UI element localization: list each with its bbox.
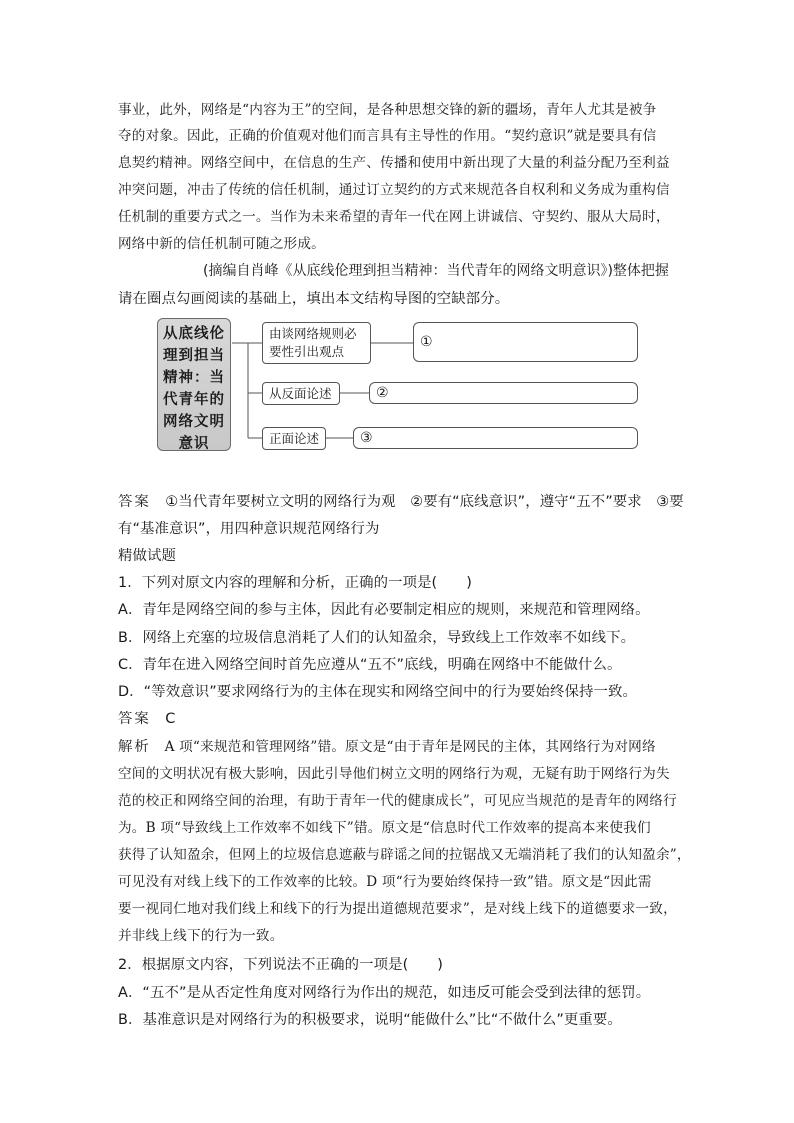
diagram-title-line: 代青年的 [163, 392, 225, 408]
analysis-text: A 项“来规范和管理网络”错。原文是“由于青年是网民的主体，其网络行为对网络 [164, 739, 656, 755]
diagram-title-line: 精神：当 [163, 370, 225, 386]
instruction-text: 请在圈点勾画阅读的基础上，填出本文结构导图的空缺部分。 [118, 291, 510, 307]
section-title: 精做试题 [118, 548, 176, 564]
analysis-line: 范的校正和网络空间的治理，有助于青年一代的健康成长”，可见应当规范的是青年的网络行 [118, 793, 677, 809]
diagram-title-line: 意识 [178, 436, 210, 452]
blank-box-3[interactable] [353, 427, 638, 449]
diagram-title-box [157, 318, 231, 451]
answer-text: ①当代青年要树立文明的网络行为观 ②要有“底线意识”，遵守“五不”要求 ③要 [165, 494, 684, 510]
diagram-title-line: 理到担当 [163, 348, 225, 364]
question-1-stem: 1．下列对原文内容的理解和分析，正确的一项是( ) [118, 575, 472, 591]
analysis-line: 并非线上线下的行为一致。 [118, 928, 284, 944]
diagram-title-line: 网络文明 [163, 414, 225, 430]
branch-label-line: 要性引出观点 [269, 344, 345, 359]
diagram-answer-line1 [118, 490, 684, 511]
analysis-line: 可见没有对线上线下的工作效率的比较。D 项“行为要始终保持一致”错。原文是“因此需 [118, 874, 652, 890]
question-1-option-c[interactable]: C．青年在进入网络空间时首先应遵从“五不”底线，明确在网络中不能做什么。 [118, 657, 622, 673]
answer-label: 答案 [118, 494, 151, 510]
passage-line: 任机制的重要方式之一。当作为未来希望的青年一代在网上讲诚信、守契约、服从大局时， [118, 209, 670, 225]
answer-label: 答案 [118, 711, 151, 727]
blank-marker: ③ [360, 430, 373, 446]
passage-line: 网络中新的信任机制可随之形成。 [118, 236, 325, 252]
question-2-option-a[interactable]: A．“五不”是从否定性角度对网络行为作出的规范，如违反可能会受到法律的惩罚。 [118, 985, 651, 1001]
analysis-line: 为。B 项“导致线上工作效率不如线下”错。原文是“信息时代工作效率的提高本来使我们 [118, 820, 651, 836]
branch-label-line: 由谈网络规则必 [269, 326, 357, 341]
branch-label-line: 从反面论述 [269, 386, 332, 401]
diagram-title-line: 从底线伦 [163, 326, 225, 342]
branch-label-line: 正面论述 [269, 431, 320, 446]
question-1-option-d[interactable]: D．“等效意识”要求网络行为的主体在现实和网络空间中的行为要始终保持一致。 [118, 684, 637, 700]
analysis-line: 空间的文明状况有极大影响，因此引导他们树立文明的网络行为观，无疑有助于网络行为失 [118, 766, 670, 782]
branch-negative-node [262, 382, 340, 405]
diagram-answer-line2: 有“基准意识”，用四种意识规范网络行为 [118, 521, 380, 537]
question-2-option-b[interactable]: B．基准意识是对网络行为的积极要求，说明“能做什么”比“不做什么”更重要。 [118, 1012, 622, 1028]
question-1-option-b[interactable]: B．网络上充塞的垃圾信息消耗了人们的认知盈余，导致线上工作效率不如线下。 [118, 630, 636, 646]
branch-intro-node [262, 322, 371, 364]
analysis-line: 获得了认知盈余，但网上的垃圾信息遮蔽与辟谣之间的拉锯战又无端消耗了我们的认知盈余”， [118, 847, 691, 863]
analysis-line: 要一视同仁地对我们线上和线下的行为提出道德规范要求”，是对线上线下的道德要求一致， [118, 901, 677, 917]
source-citation: (摘编自肖峰《从底线伦理到担当精神：当代青年的网络文明意识》)整体把握 [203, 263, 669, 279]
question-1-option-a[interactable]: A．青年是网络空间的参与主体，因此有必要制定相应的规则，来规范和管理网络。 [118, 602, 650, 618]
passage-line: 冲突问题，冲击了传统的信任机制，通过订立契约的方式来规范各自权利和义务成为重构信 [118, 182, 670, 198]
passage-line: 夺的对象。因此，正确的价值观对他们而言具有主导性的作用。“契约意识”就是要具有信 [118, 128, 657, 144]
blank-box-1[interactable] [413, 322, 638, 362]
blank-marker: ② [376, 385, 389, 401]
blank-box-2[interactable] [369, 382, 638, 404]
passage-line: 事业，此外，网络是“内容为王”的空间，是各种思想交锋的新的疆场，青年人尤其是被争 [118, 102, 657, 118]
question-1-answer [118, 707, 680, 728]
blank-marker: ① [420, 334, 433, 350]
branch-positive-node [262, 427, 326, 450]
passage-line: 息契约精神。网络空间中，在信息的生产、传播和使用中新出现了大量的利益分配乃至利益 [118, 155, 670, 171]
analysis-label: 解析 [118, 739, 151, 755]
analysis-line [118, 735, 680, 756]
answer-value: C [165, 711, 176, 727]
question-2-stem: 2．根据原文内容，下列说法不正确的一项是( ) [118, 957, 443, 973]
